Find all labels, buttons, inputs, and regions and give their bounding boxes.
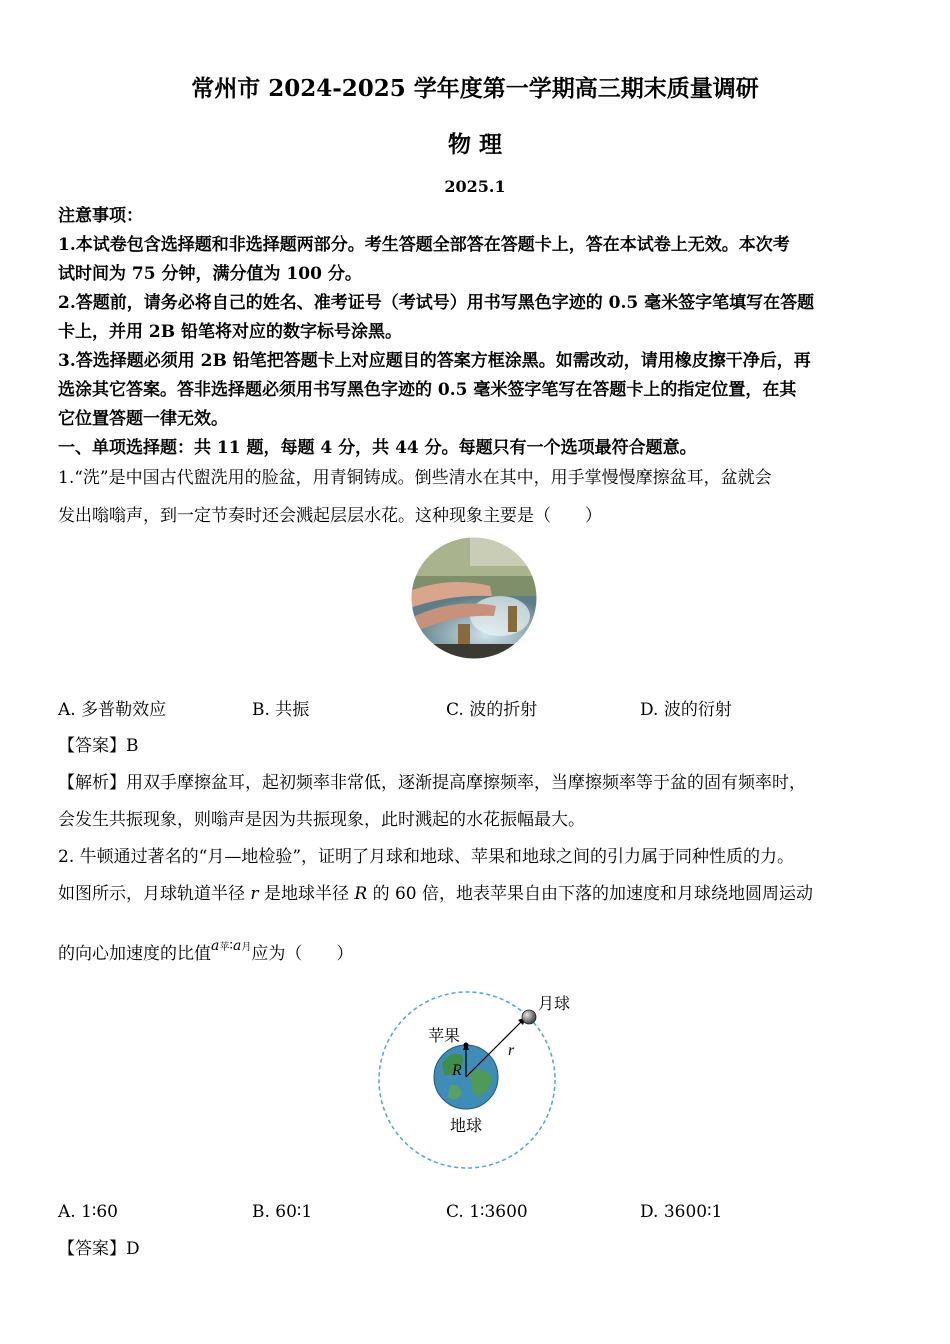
q1-analysis-line1: 【解析】用双手摩擦盆耳，起初频率非常低，逐渐提高摩擦频率，当摩擦频率等于盆的固有频率时，: [58, 773, 806, 793]
text: 是地球半径: [258, 884, 355, 904]
symbol-a: a: [211, 938, 220, 954]
earth-moon-diagram: [370, 985, 570, 1175]
notice-line: 2.答题前，请务必将自己的姓名、准考证号（考试号）用书写黑色字迹的 0.5 毫米签字笔填写在答题: [58, 293, 815, 313]
subscript: 月: [241, 942, 252, 953]
exam-date: 2025.1: [444, 177, 506, 196]
q2-option-c: C. 1∶3600: [446, 1202, 528, 1222]
notice-line: 卡上，并用 2B 铅笔将对应的数字标号涂黑。: [58, 322, 403, 342]
ratio-formula: [211, 938, 251, 954]
q2-stem-line1: 2. 牛顿通过著名的“月—地检验”，证明了月球和地球、苹果和地球之间的引力属于同种性质的力。: [58, 847, 795, 867]
notice-line: 它位置答题一律无效。: [58, 409, 228, 429]
notice-line: 试时间为 75 分钟，满分值为 100 分。: [58, 264, 362, 284]
q1-stem-line1: 1.“洗”是中国古代盥洗用的脸盆，用青铜铸成。倒些清水在其中，用手掌慢慢摩擦盆耳，盆就会: [58, 468, 772, 488]
notice-heading: 注意事项：: [58, 206, 143, 226]
q1-option-b: B. 共振: [252, 700, 310, 720]
text: 的向心加速度的比值: [58, 944, 211, 964]
apple-label: 苹果: [428, 1026, 461, 1045]
q2-answer: 【答案】D: [58, 1239, 140, 1259]
apple-dot: [464, 1043, 469, 1048]
text: 如图所示，月球轨道半径: [58, 884, 251, 904]
q1-option-c: C. 波的折射: [446, 700, 538, 720]
radius-r-label: r: [508, 1042, 515, 1059]
exam-title: 常州市 2024-2025 学年度第一学期高三期末质量调研: [191, 75, 759, 102]
basin-photo: [410, 536, 538, 660]
radius-R-label: R: [452, 1062, 462, 1079]
symbol-R: R: [354, 884, 368, 904]
colon: ∶: [229, 938, 234, 954]
moon: [522, 1010, 536, 1024]
q2-option-b: B. 60∶1: [252, 1202, 313, 1222]
q1-option-a: A. 多普勒效应: [58, 700, 167, 720]
notice-line: 3.答选择题必须用 2B 铅笔把答题卡上对应题目的答案方框涂黑。如需改动，请用橡皮擦干净后，再: [58, 351, 811, 371]
earth-label: 地球: [450, 1116, 483, 1135]
symbol-a: a: [233, 938, 242, 954]
text: 应为（ ）: [251, 944, 354, 964]
q2-stem-line2: [58, 882, 813, 906]
subscript: 苹: [219, 942, 230, 953]
text: 的 60 倍，地表苹果自由下落的加速度和月球绕地圆周运动: [367, 884, 814, 904]
notice-line: 选涂其它答案。答非选择题必须用书写黑色字迹的 0.5 毫米签字笔写在答题卡上的指定位置，在其: [58, 380, 797, 400]
subject-title: 物 理: [447, 131, 502, 158]
q1-stem-line2: 发出嗡嗡声，到一定节奏时还会溅起层层水花。这种现象主要是（ ）: [58, 506, 602, 526]
q1-option-d: D. 波的衍射: [640, 700, 732, 720]
q1-analysis-line2: 会发生共振现象，则嗡声是因为共振现象，此时溅起的水花振幅最大。: [58, 810, 585, 830]
symbol-r: r: [250, 884, 259, 904]
section-heading: 一、单项选择题：共 11 题，每题 4 分，共 44 分。每题只有一个选项最符合题意。: [58, 438, 697, 458]
notice-line: 1.本试卷包含选择题和非选择题两部分。考生答题全部答在答题卡上，答在本试卷上无效。本次考: [58, 235, 790, 255]
q2-option-a: A. 1∶60: [58, 1202, 118, 1222]
q2-option-d: D. 3600∶1: [640, 1202, 723, 1222]
q1-answer: 【答案】B: [58, 736, 139, 756]
moon-label: 月球: [538, 994, 570, 1013]
q2-stem-line3: [58, 938, 354, 969]
